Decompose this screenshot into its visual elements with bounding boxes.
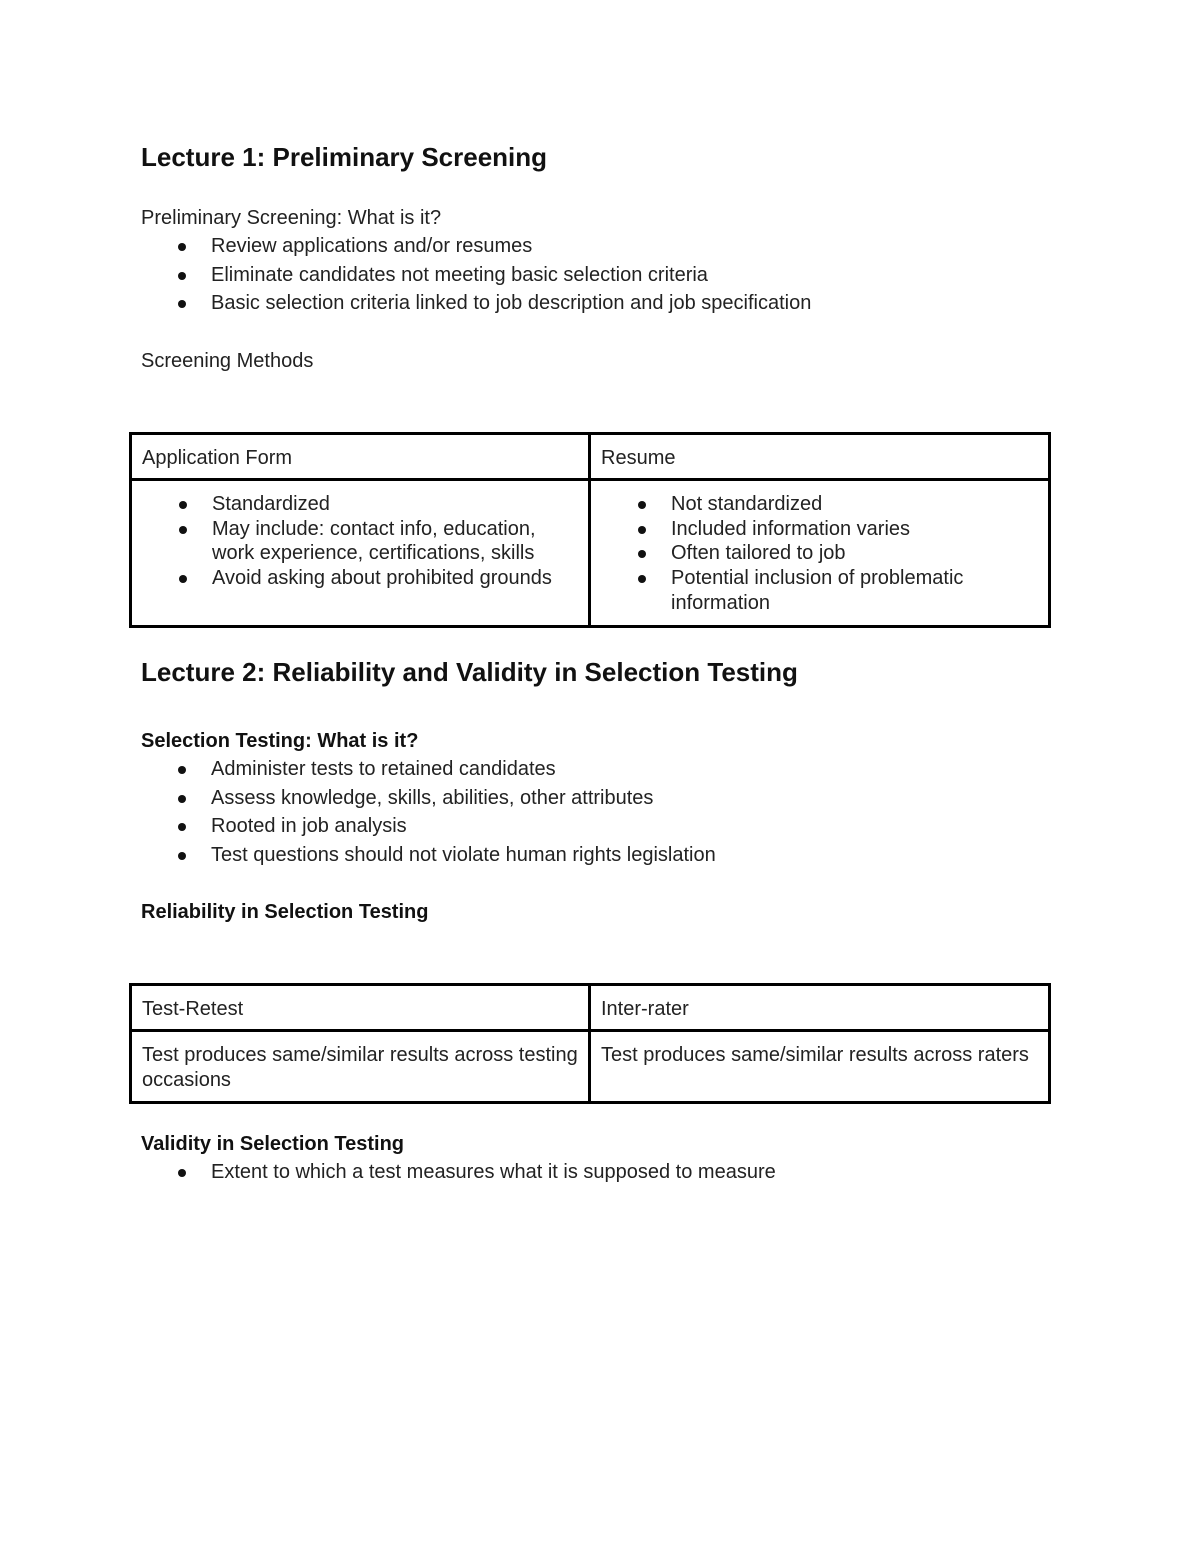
list-item: Standardized bbox=[142, 492, 578, 517]
resume-list bbox=[601, 492, 1038, 616]
preliminary-screening-heading: Preliminary Screening: What is it? bbox=[141, 207, 442, 229]
lecture-2-title: Lecture 2: Reliability and Validity in Selection Testing bbox=[141, 657, 798, 687]
table-header-row bbox=[131, 434, 1050, 480]
reliability-heading: Reliability in Selection Testing bbox=[141, 901, 429, 923]
inter-rater-description: Test produces same/similar results across raters bbox=[601, 1044, 1029, 1066]
list-item: Eliminate candidates not meeting basic selection criteria bbox=[141, 261, 811, 290]
list-item: Rooted in job analysis bbox=[141, 812, 716, 841]
list-item: Assess knowledge, skills, abilities, other attributes bbox=[141, 784, 716, 813]
table-header-cell: Inter-rater bbox=[590, 985, 1050, 1031]
table-cell bbox=[590, 480, 1050, 627]
table-header-cell: Resume bbox=[590, 434, 1050, 480]
list-item: May include: contact info, education, work experience, certifications, skills bbox=[142, 517, 578, 566]
list-item: Not standardized bbox=[601, 492, 1038, 517]
lecture-1-title: Lecture 1: Preliminary Screening bbox=[141, 142, 548, 172]
list-item: Test questions should not violate human rights legislation bbox=[141, 841, 716, 870]
table-row bbox=[131, 1031, 1050, 1103]
table-row bbox=[131, 480, 1050, 627]
table-header-row bbox=[131, 985, 1050, 1031]
table-cell bbox=[131, 480, 590, 627]
list-item: Often tailored to job bbox=[601, 541, 1038, 566]
validity-heading: Validity in Selection Testing bbox=[141, 1133, 405, 1155]
list-item: Potential inclusion of problematic information bbox=[601, 566, 1038, 615]
list-item: Review applications and/or resumes bbox=[141, 232, 811, 261]
screening-methods-heading: Screening Methods bbox=[141, 350, 314, 372]
screening-methods-table bbox=[129, 432, 1051, 628]
table-header-cell: Application Form bbox=[131, 434, 590, 480]
preliminary-screening-list bbox=[141, 232, 811, 318]
list-item: Avoid asking about prohibited grounds bbox=[142, 566, 578, 591]
test-retest-description: Test produces same/similar results across testing occasions bbox=[142, 1044, 578, 1091]
list-item: Administer tests to retained candidates bbox=[141, 755, 716, 784]
application-form-list bbox=[142, 492, 578, 591]
list-item: Basic selection criteria linked to job description and job specification bbox=[141, 289, 811, 318]
table-cell bbox=[131, 1031, 590, 1103]
selection-testing-list bbox=[141, 755, 716, 869]
list-item: Included information varies bbox=[601, 517, 1038, 542]
validity-list bbox=[141, 1158, 776, 1187]
selection-testing-heading: Selection Testing: What is it? bbox=[141, 730, 419, 752]
table-cell bbox=[590, 1031, 1050, 1103]
reliability-table bbox=[129, 983, 1051, 1104]
table-header-cell: Test-Retest bbox=[131, 985, 590, 1031]
list-item: Extent to which a test measures what it is supposed to measure bbox=[141, 1158, 776, 1187]
